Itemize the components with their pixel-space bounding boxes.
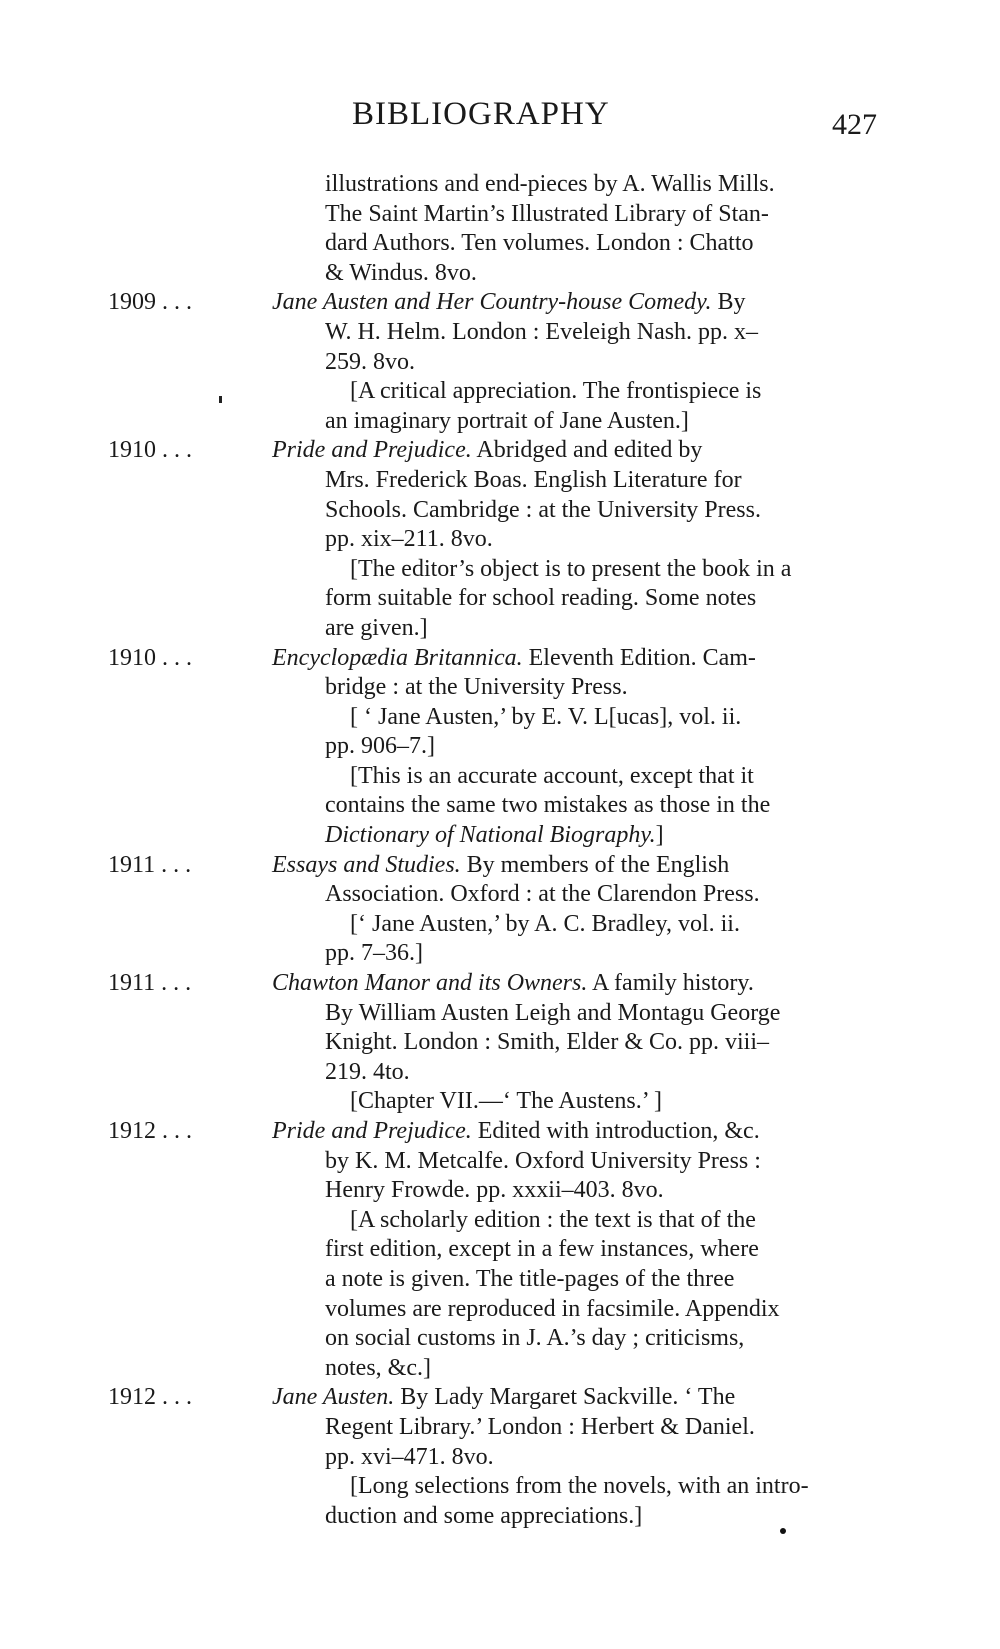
- entry-note-line: [‘ Jane Austen,’ by A. C. Bradley, vol. ii.: [350, 910, 740, 937]
- entry-note-line: [A critical appreciation. The frontispiece is: [350, 378, 762, 405]
- entry-line: W. H. Helm. London : Eveleigh Nash. pp. x–: [325, 318, 759, 345]
- lead-continuation: [0, 170, 1000, 288]
- entry-first-line: [272, 1117, 1000, 1147]
- entry-note-line: volumes are reproduced in facsimile. Appendix: [325, 1295, 780, 1322]
- entry-note-line: [A scholarly edition : the text is that of the: [350, 1206, 756, 1233]
- entry-first-rest: By members of the English: [460, 851, 730, 878]
- entry-year: 1910 . . .: [108, 437, 192, 464]
- entry-first-line: [272, 288, 1000, 318]
- entry-title: Pride and Prejudice.: [272, 437, 472, 464]
- entry-year: 1909 . . .: [108, 289, 192, 316]
- entry-note-line: pp. 906–7.]: [325, 733, 435, 760]
- entry-year: 1911 . . .: [108, 970, 192, 997]
- entry-line: Regent Library.’ London : Herbert & Daniel.: [325, 1413, 755, 1440]
- bibliography-entry: [0, 1117, 1000, 1383]
- entry-title: Essays and Studies.: [272, 851, 461, 878]
- entry-title: Encyclopædia Britannica.: [272, 644, 523, 671]
- lead-line: The Saint Martin’s Illustrated Library of Stan-: [325, 200, 769, 227]
- bibliography-entry: [0, 969, 1000, 1117]
- entry-line: Knight. London : Smith, Elder & Co. pp. viii–: [325, 1029, 769, 1056]
- entry-title: Jane Austen and Her Country-house Comedy.: [272, 289, 712, 316]
- page-number: 427: [832, 108, 877, 141]
- entry-first-rest: Edited with introduction, &c.: [471, 1118, 760, 1144]
- entry-year: 1910 . . .: [108, 644, 192, 671]
- entry-line: bridge : at the University Press.: [325, 674, 628, 701]
- lead-line: illustrations and end-pieces by A. Wallis Mills.: [325, 171, 775, 197]
- entry-note-line: a note is given. The title-pages of the three: [325, 1265, 735, 1292]
- entry-line: 219. 4to.: [325, 1058, 410, 1085]
- bibliography-entry: [0, 288, 1000, 436]
- bibliography-entry: [0, 1383, 1000, 1531]
- entry-first-line: [272, 851, 1000, 881]
- lead-line: dard Authors. Ten volumes. London : Chatto: [325, 230, 754, 257]
- entry-note-line: [ ‘ Jane Austen,’ by E. V. L[ucas], vol. ii.: [350, 703, 742, 730]
- entry-first-rest: By: [711, 289, 746, 316]
- entry-note-line: form suitable for school reading. Some notes: [325, 585, 757, 612]
- entry-note-line: first edition, except in a few instances, where: [325, 1236, 759, 1263]
- entry-line: pp. xix–211. 8vo.: [325, 526, 493, 553]
- lead-line: & Windus. 8vo.: [325, 259, 477, 286]
- entry-line: by K. M. Metcalfe. Oxford University Press :: [325, 1147, 761, 1174]
- entry-line: 259. 8vo.: [325, 348, 415, 375]
- entry-first-line: [272, 436, 1000, 466]
- bibliography-entry: [0, 851, 1000, 969]
- entry-year: 1912 . . .: [108, 1384, 192, 1411]
- entry-title: Chawton Manor and its Owners.: [272, 970, 588, 997]
- entry-note-line: [This is an accurate account, except that it: [350, 762, 754, 789]
- entry-note-line: duction and some appreciations.]: [325, 1502, 643, 1529]
- entry-first-rest: Abridged and edited by: [471, 437, 703, 464]
- entry-note-line: an imaginary portrait of Jane Austen.]: [325, 407, 689, 434]
- entry-first-line: [272, 969, 1000, 999]
- entry-title: Jane Austen.: [272, 1384, 395, 1411]
- entry-first-line: [272, 644, 1000, 674]
- entry-note-line: notes, &c.]: [325, 1354, 431, 1381]
- entry-note-line: [The editor’s object is to present the book in a: [350, 555, 792, 582]
- bibliography-entry: [0, 644, 1000, 851]
- entry-line: Schools. Cambridge : at the University Press.: [325, 496, 761, 523]
- entry-first-rest: By Lady Margaret Sackville. ‘ The: [394, 1384, 736, 1411]
- note-italic-title: Dictionary of National Biography.: [325, 822, 656, 849]
- note-italic-after: ]: [655, 822, 664, 849]
- entry-line: pp. xvi–471. 8vo.: [325, 1443, 494, 1470]
- entry-line: Henry Frowde. pp. xxxii–403. 8vo.: [325, 1177, 664, 1204]
- entry-line: Mrs. Frederick Boas. English Literature for: [325, 466, 742, 493]
- entry-note-line: are given.]: [325, 614, 428, 641]
- entry-line: Association. Oxford : at the Clarendon Press.: [325, 881, 760, 908]
- entry-year: 1912 . . .: [108, 1118, 192, 1144]
- bibliography-body: [0, 170, 1000, 1531]
- entry-line: By William Austen Leigh and Montagu George: [325, 999, 781, 1026]
- entry-note-line: [325, 821, 1000, 851]
- entry-note-line: on social customs in J. A.’s day ; criticisms,: [325, 1325, 745, 1352]
- entry-note-line: [Long selections from the novels, with an intro-: [350, 1473, 809, 1500]
- entry-first-rest: A family history.: [587, 970, 754, 997]
- entry-note-line: pp. 7–36.]: [325, 940, 423, 967]
- entry-year: 1911 . . .: [108, 851, 192, 878]
- entry-note-line: contains the same two mistakes as those in the: [325, 792, 771, 819]
- ink-dot: [780, 1528, 786, 1534]
- entry-note-line: [Chapter VII.—‘ The Austens.’ ]: [350, 1088, 662, 1115]
- entry-first-rest: Eleventh Edition. Cam-: [522, 644, 756, 671]
- entry-title: Pride and Prejudice.: [272, 1118, 472, 1144]
- entry-first-line: [272, 1383, 1000, 1413]
- running-head: BIBLIOGRAPHY: [352, 96, 610, 132]
- bibliography-entry: [0, 436, 1000, 643]
